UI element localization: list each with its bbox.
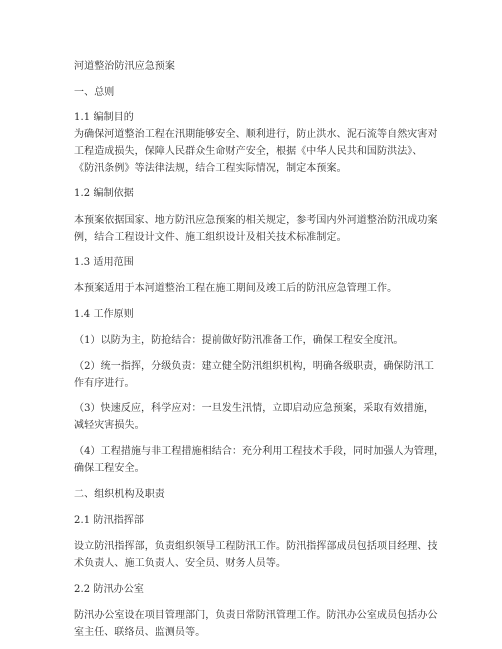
paragraph-line: （2）统一指挥，分级负责：建立健全防汛组织机构，明确各级职责，确保防汛工 [74, 361, 434, 372]
paragraph: 本预案适用于本河道整治工程在施工期间及竣工后的防汛应急管理工作。 [74, 283, 398, 294]
principle-item: （1）以防为主，防抢结合：提前做好防汛准备工作，确保工程安全度汛。 [74, 335, 404, 346]
subsection-heading: 1.4 工作原则 [74, 309, 134, 320]
subsection-heading: 2.2 防汛办公室 [74, 584, 144, 595]
paragraph [74, 212, 438, 246]
paragraph [74, 126, 438, 177]
principle-item [74, 443, 445, 477]
paragraph-line: 减轻灾害损失。 [74, 420, 145, 431]
paragraph-line: 确保工程安全。 [74, 463, 145, 474]
paragraph-line: 设立防汛指挥部，负责组织领导工程防汛工作。防汛指挥部成员包括项目经理、技 [74, 541, 438, 552]
paragraph [74, 607, 438, 641]
paragraph-line: 《防汛条例》等法律法规，结合工程实际情况，制定本预案。 [74, 163, 347, 174]
paragraph-line: 作有序进行。 [74, 378, 135, 389]
paragraph-line: 防汛办公室设在项目管理部门，负责日常防汛管理工作。防汛办公室成员包括办公 [74, 610, 438, 621]
paragraph-line: 工程造成损失，保障人民群众生命财产安全，根据《中华人民共和国防洪法》、 [74, 146, 423, 157]
subsection-heading: 1.3 适用范围 [74, 257, 134, 268]
principle-item [74, 400, 434, 434]
paragraph [74, 538, 438, 572]
subsection-heading: 1.1 编制目的 [74, 112, 134, 123]
paragraph-line: 术负责人、施工负责人、安全员、财务人员等。 [74, 558, 287, 569]
subsection-heading: 1.2 编制依据 [74, 188, 134, 199]
paragraph-line: 室主任、联络员、监测员等。 [74, 627, 206, 638]
paragraph-line: 例，结合工程设计文件、施工组织设计及相关技术标准制定。 [74, 232, 347, 243]
section-heading: 二、组织机构及职责 [74, 489, 165, 500]
subsection-heading: 2.1 防汛指挥部 [74, 515, 144, 526]
paragraph-line: （3）快速反应，科学应对：一旦发生汛情，立即启动应急预案，采取有效措施， [74, 403, 434, 414]
section-heading: 一、总则 [74, 87, 115, 98]
principle-item [74, 358, 434, 392]
paragraph-line: 为确保河道整治工程在汛期能够安全、顺利进行，防止洪水、泥石流等自然灾害对 [74, 129, 438, 140]
document-title: 河道整治防汛应急预案 [74, 61, 175, 72]
paragraph-line: 本预案依据国家、地方防汛应急预案的相关规定，参考国内外河道整治防汛成功案 [74, 215, 438, 226]
paragraph-line: （4）工程措施与非工程措施相结合：充分利用工程技术手段，同时加强人为管理， [74, 446, 445, 457]
